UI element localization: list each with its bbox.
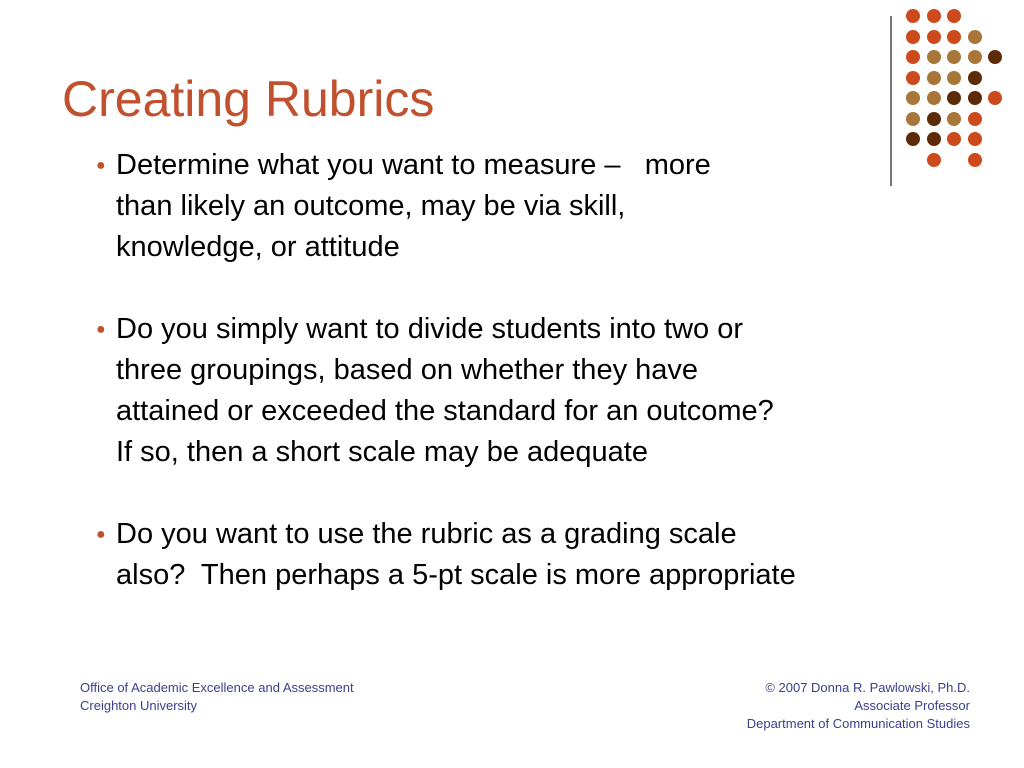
- decorative-dot: [968, 91, 982, 105]
- bullet-list: [96, 145, 926, 637]
- footer-department: Department of Communication Studies: [746, 716, 970, 731]
- decorative-dot: [927, 91, 941, 105]
- bullet-text-line: attained or exceeded the standard for an outcome?: [116, 395, 774, 427]
- bullet-dot-icon: ●: [96, 526, 106, 543]
- decorative-dot: [927, 30, 941, 44]
- decorative-dot: [906, 30, 920, 44]
- footer-office: Office of Academic Excellence and Assessment: [80, 680, 354, 695]
- footer-position: Associate Professor: [854, 698, 970, 713]
- bullet-text-line: If so, then a short scale may be adequate: [116, 436, 648, 468]
- decorative-dot: [988, 91, 1002, 105]
- decorative-dot: [947, 132, 961, 146]
- decorative-dot: [927, 153, 941, 167]
- bullet-item-groupings: [96, 309, 926, 473]
- decorative-dot: [968, 153, 982, 167]
- bullet-text-line: Determine what you want to measure – more: [116, 149, 711, 181]
- decorative-dot: [927, 132, 941, 146]
- decorative-dot: [968, 132, 982, 146]
- bullet-text-line: also? Then perhaps a 5-pt scale is more appropriate: [116, 559, 796, 591]
- decorative-dot: [947, 112, 961, 126]
- decorative-dot: [906, 71, 920, 85]
- bullet-item-grading-scale: [96, 514, 926, 596]
- bullet-item-measure: [96, 145, 926, 268]
- footer-right: [747, 679, 970, 733]
- slide-title: Creating Rubrics: [62, 71, 435, 127]
- decorative-dot: [988, 50, 1002, 64]
- bullet-text-line: than likely an outcome, may be via skill,: [116, 190, 626, 222]
- decorative-dot: [968, 50, 982, 64]
- bullet-dot-icon: ●: [96, 321, 106, 338]
- decorative-dot: [947, 50, 961, 64]
- bullet-text-line: Do you simply want to divide students into two or: [116, 313, 744, 345]
- decorative-dot: [947, 91, 961, 105]
- footer-university: Creighton University: [80, 698, 198, 713]
- decorative-dot: [927, 50, 941, 64]
- decorative-dot: [947, 30, 961, 44]
- decorative-dot: [906, 132, 920, 146]
- decorative-dot: [927, 71, 941, 85]
- decorative-dot: [968, 112, 982, 126]
- bullet-text-line: three groupings, based on whether they have: [116, 354, 699, 386]
- decorative-dot: [906, 9, 920, 23]
- footer-left: [80, 679, 354, 715]
- decorative-dot: [906, 91, 920, 105]
- bullet-text-line: knowledge, or attitude: [116, 231, 400, 263]
- bullet-text-line: Do you want to use the rubric as a grading scale: [116, 518, 737, 550]
- bullet-dot-icon: ●: [96, 157, 106, 174]
- decorative-dot: [927, 9, 941, 23]
- decorative-dot: [906, 112, 920, 126]
- decorative-dot: [968, 71, 982, 85]
- footer-copyright: © 2007 Donna R. Pawlowski, Ph.D.: [765, 680, 970, 695]
- decorative-dot: [968, 30, 982, 44]
- decorative-dot: [906, 50, 920, 64]
- decorative-dot: [947, 9, 961, 23]
- decorative-dot: [927, 112, 941, 126]
- decorative-dot: [947, 71, 961, 85]
